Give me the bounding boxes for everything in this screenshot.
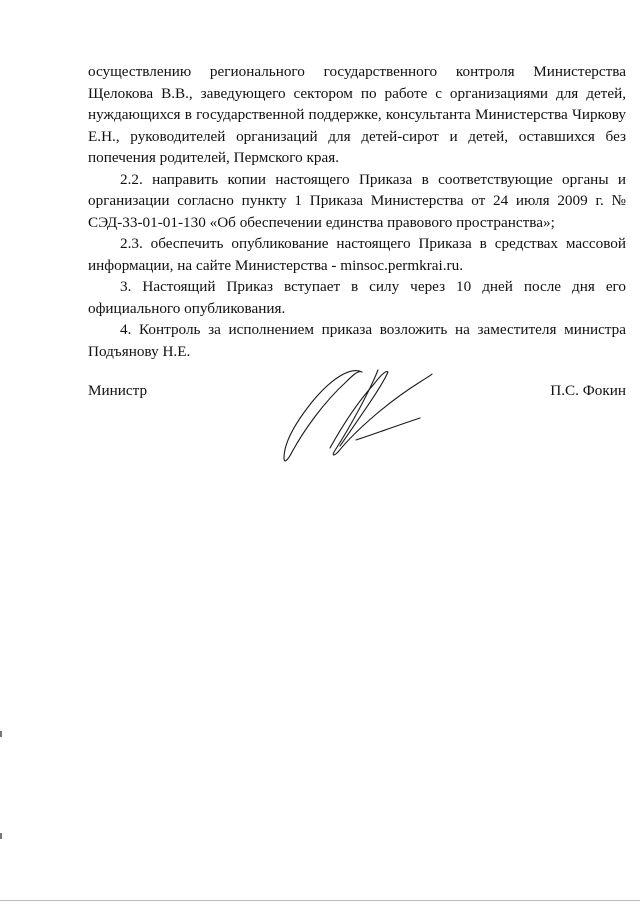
paragraph-2-3: 2.3. обеспечить опубликование настоящего Приказа в средствах массовой информации, на сайте Министерства - minsoc.permkrai.ru. — [88, 235, 626, 274]
paragraph-4: 4. Контроль за исполнением приказа возложить на заместителя министра Подъянову Н.Е. — [88, 321, 626, 360]
scan-edge-mark — [0, 833, 2, 839]
document-body — [88, 61, 626, 362]
signatory-position: Министр — [88, 382, 148, 399]
paragraph-continuation: осуществлению регионального государственного контроля Министерства Щелокова В.В., заведующего сектором по работе с организациями для детей, нуждающихся в государственной поддержке, консультанта Министерства Чиркову Е.Н., руководителей организаций для детей-сирот и детей, оставшихся без попечения родителей, Пермского края. — [88, 63, 626, 166]
signatory-name: П.С. Фокин — [550, 382, 626, 399]
paragraph-2-2: 2.2. направить копии настоящего Приказа в соответствующие органы и организации согласно пункту 1 Приказа Министерства от 24 июля 2009 г. № СЭД-33-01-01-130 «Об обеспечении единства правового пространства»; — [88, 170, 626, 231]
scan-bottom-edge — [0, 900, 640, 901]
handwritten-signature — [270, 360, 440, 470]
scan-edge-mark — [0, 731, 2, 737]
paragraph-3: 3. Настоящий Приказ вступает в силу через 10 дней после дня его официального опубликования. — [88, 278, 626, 317]
